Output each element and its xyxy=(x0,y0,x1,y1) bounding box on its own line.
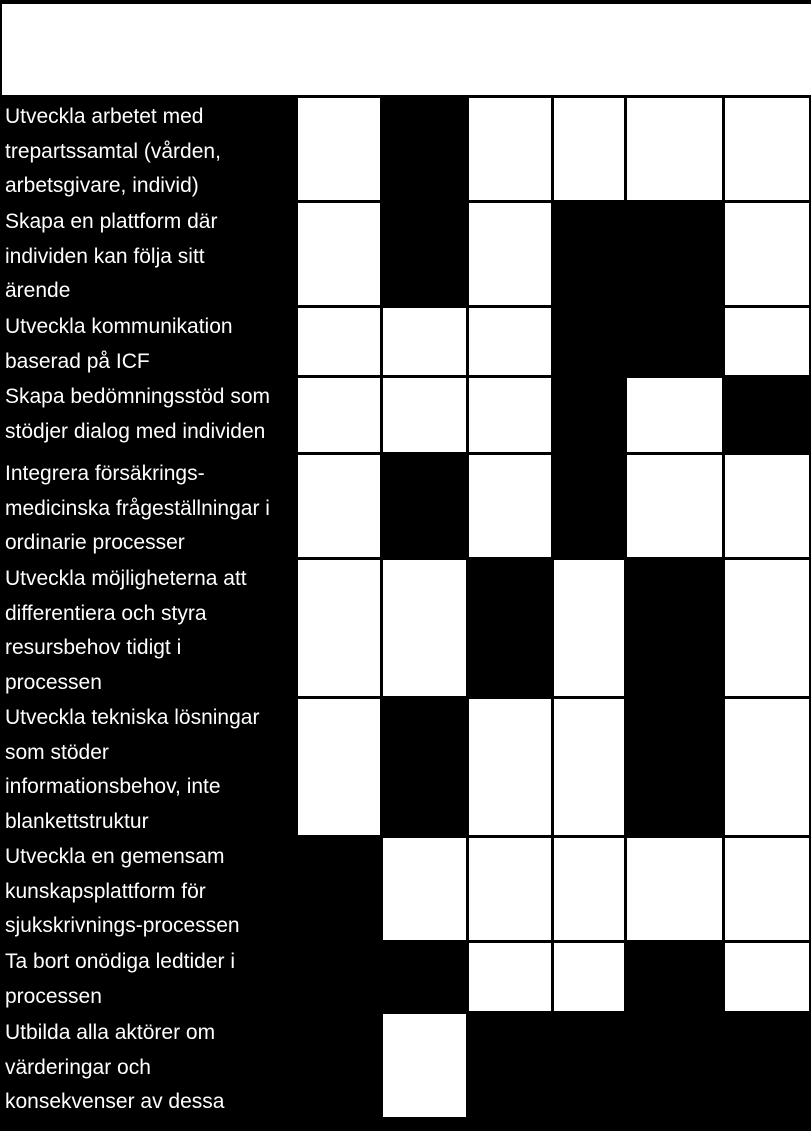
row-label: Skapa en plattform där individen kan följa sitt ärende xyxy=(2,203,294,305)
cell-marked xyxy=(627,308,722,375)
cell-marked xyxy=(383,98,466,200)
cell-empty xyxy=(725,838,809,940)
cell-empty xyxy=(554,838,624,940)
cell-marked xyxy=(554,378,624,452)
cell-empty xyxy=(554,560,624,696)
cell-marked xyxy=(554,1014,624,1117)
cell-empty xyxy=(627,838,722,940)
cell-marked xyxy=(725,1014,809,1117)
cell-empty xyxy=(298,560,380,696)
cell-marked xyxy=(298,1014,380,1117)
row-label: Utveckla möjligheterna att differentiera och styra resursbehov tidigt i processen xyxy=(2,560,294,696)
cell-empty xyxy=(469,98,551,200)
cell-empty xyxy=(725,308,809,375)
cell-empty xyxy=(383,838,466,940)
cell-marked xyxy=(383,943,466,1011)
cell-empty xyxy=(469,943,551,1011)
cell-empty xyxy=(554,699,624,835)
cell-empty xyxy=(725,560,809,696)
cell-empty xyxy=(383,378,466,452)
cell-empty xyxy=(725,943,809,1011)
row-label: Skapa bedömningsstöd som stödjer dialog med individen xyxy=(2,378,294,452)
cell-empty xyxy=(469,838,551,940)
cell-empty xyxy=(725,98,809,200)
cell-empty xyxy=(627,378,722,452)
row-label: Utveckla en gemensam kunskapsplattform för sjukskrivnings-processen xyxy=(2,838,294,940)
cell-empty xyxy=(298,378,380,452)
cell-empty xyxy=(298,98,380,200)
cell-marked xyxy=(627,699,722,835)
cell-empty xyxy=(383,308,466,375)
cell-marked xyxy=(383,455,466,557)
row-label: Utbilda alla aktörer om värderingar och konsekvenser av dessa xyxy=(2,1014,294,1117)
cell-marked xyxy=(627,943,722,1011)
row-label: Utveckla kommunikation baserad på ICF xyxy=(2,308,294,375)
cell-empty xyxy=(298,455,380,557)
cell-empty xyxy=(627,455,722,557)
cell-empty xyxy=(298,699,380,835)
cell-marked xyxy=(298,838,380,940)
cell-marked xyxy=(554,455,624,557)
cell-empty xyxy=(725,455,809,557)
cell-empty xyxy=(627,98,722,200)
cell-marked xyxy=(298,943,380,1011)
cell-empty xyxy=(725,699,809,835)
cell-marked xyxy=(383,699,466,835)
cell-empty xyxy=(554,98,624,200)
cell-empty xyxy=(469,308,551,375)
cell-marked xyxy=(554,308,624,375)
row-label: Utveckla arbetet med trepartssamtal (vården, arbetsgivare, individ) xyxy=(2,98,294,200)
cell-empty xyxy=(469,455,551,557)
cell-empty xyxy=(298,308,380,375)
cell-empty xyxy=(469,699,551,835)
cell-empty xyxy=(469,378,551,452)
cell-empty xyxy=(383,1014,466,1117)
cell-marked xyxy=(627,560,722,696)
cell-marked xyxy=(469,1014,551,1117)
cell-empty xyxy=(725,203,809,305)
row-label: Ta bort onödiga ledtider i processen xyxy=(2,943,294,1011)
cell-empty xyxy=(554,943,624,1011)
cell-marked xyxy=(627,1014,722,1117)
cell-marked xyxy=(383,203,466,305)
cell-empty xyxy=(383,560,466,696)
cell-marked xyxy=(554,203,624,305)
cell-empty xyxy=(298,203,380,305)
cell-marked xyxy=(725,378,809,452)
row-label: Utveckla tekniska lösningar som stöder informationsbehov, inte blankettstruktur xyxy=(2,699,294,835)
cell-marked xyxy=(469,560,551,696)
cell-empty xyxy=(469,203,551,305)
cell-marked xyxy=(627,203,722,305)
row-label: Integrera försäkrings- medicinska frågeställningar i ordinarie processer xyxy=(2,455,294,557)
